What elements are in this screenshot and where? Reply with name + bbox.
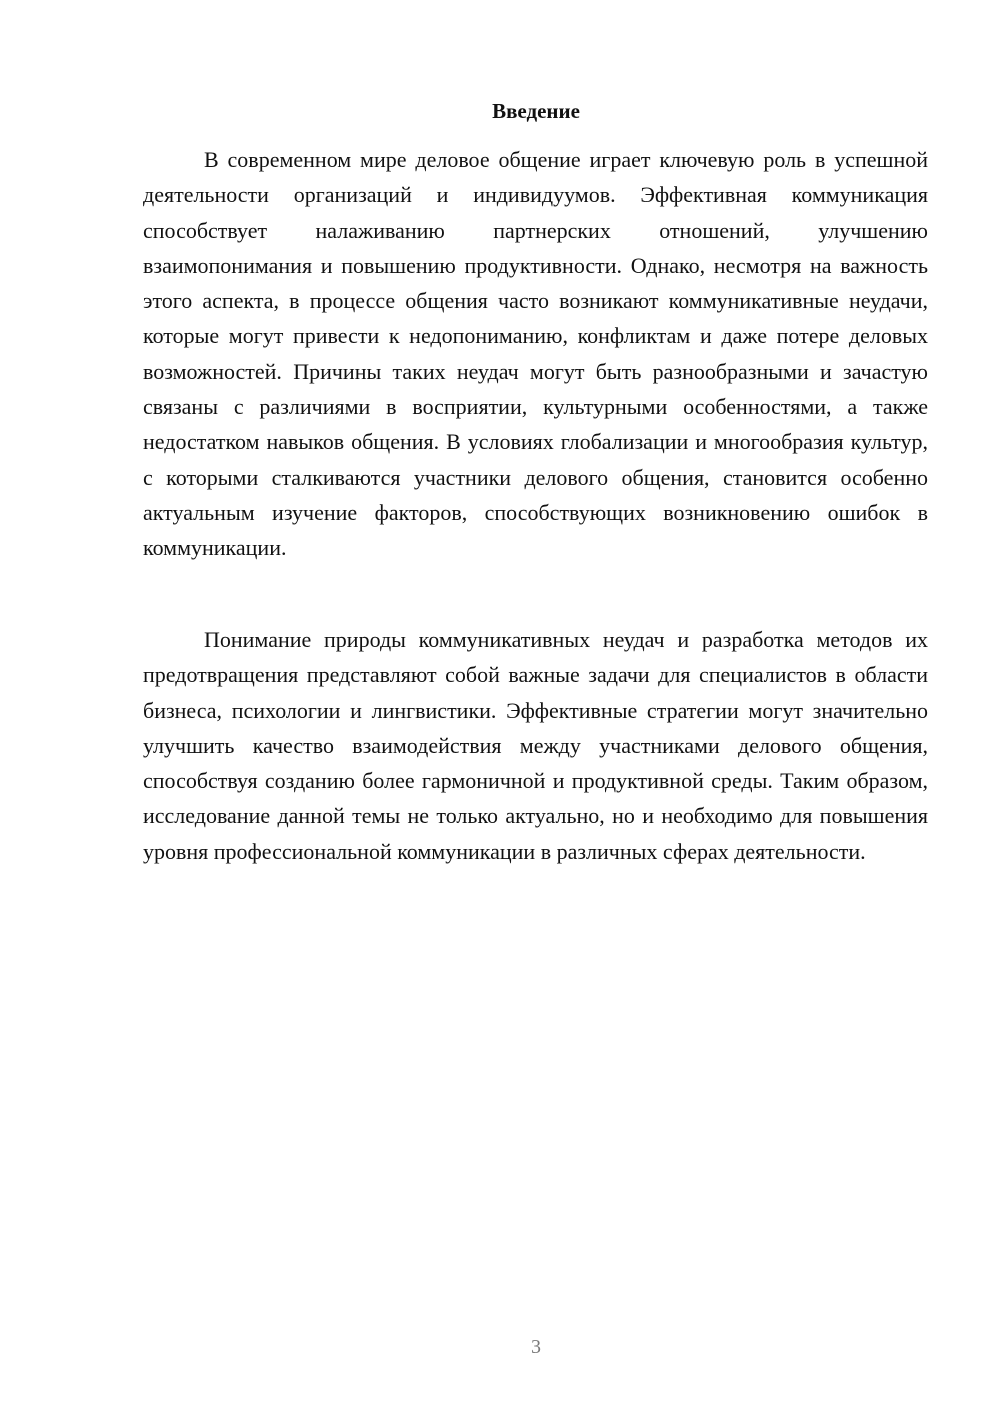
page-number: 3	[531, 1336, 541, 1358]
section-heading: Введение	[492, 99, 580, 123]
paragraph-tasks: Понимание природы коммуникативных неудач и разработка методов их предотвращения представляют собой важные задачи для специалистов в области бизнеса, психологии и лингвистики. Эффективные стратегии могут значительно улучшить качество взаимодействия между участниками делового общения, способствуя созданию более гармоничной и продуктивной среды. Таким образом, исследование данной темы не только актуально, но и необходимо для повышения уровня профессиональной коммуникации в различных сферах деятельности.	[143, 627, 928, 864]
paragraph-intro: В современном мире деловое общение играет ключевую роль в успешной деятельности организаций и индивидуумов. Эффективная коммуникация способствует налаживанию партнерских отношений, улучшению взаимопонимания и повышению продуктивности. Однако, несмотря на важность этого аспекта, в процессе общения часто возникают коммуникативные неудачи, которые могут привести к недопониманию, конфликтам и даже потере деловых возможностей. Причины таких неудач могут быть разнообразными и зачастую связаны с различиями в восприятии, культурными особенностями, а также недостатком навыков общения. В условиях глобализации и многообразия культур, с которыми сталкиваются участники делового общения, становится особенно актуальным изучение факторов, способствующих возникновению ошибок в коммуникации.	[143, 147, 928, 561]
